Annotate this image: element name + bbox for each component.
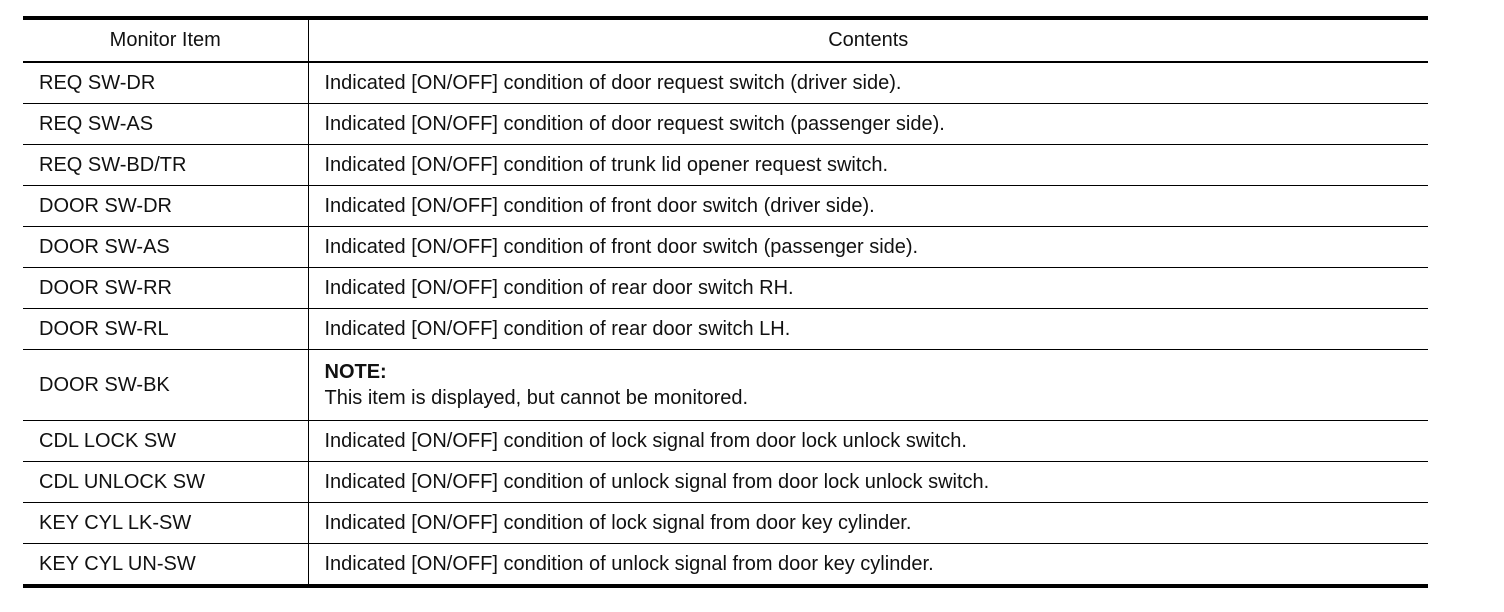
table-row: [23, 462, 1428, 503]
note-text: This item is displayed, but cannot be monitored.: [324, 387, 749, 409]
contents-cell: Indicated [ON/OFF] condition of trunk lid opener request switch.: [308, 145, 1428, 186]
contents-cell: Indicated [ON/OFF] condition of rear door switch RH.: [308, 268, 1428, 309]
monitor-item-cell: REQ SW-BD/TR: [23, 145, 308, 186]
monitor-item-cell: DOOR SW-RR: [23, 268, 308, 309]
contents-cell: Indicated [ON/OFF] condition of lock signal from door lock unlock switch.: [308, 421, 1428, 462]
note-label: NOTE:: [324, 361, 387, 383]
table-row: [23, 268, 1428, 309]
table-row: [23, 421, 1428, 462]
contents-cell: Indicated [ON/OFF] condition of unlock signal from door lock unlock switch.: [308, 462, 1428, 503]
header-contents: Contents: [308, 18, 1428, 62]
table-row: [23, 309, 1428, 350]
contents-cell: Indicated [ON/OFF] condition of door request switch (passenger side).: [308, 104, 1428, 145]
table-row: [23, 544, 1428, 587]
monitor-item-cell: DOOR SW-AS: [23, 227, 308, 268]
monitor-item-cell: KEY CYL UN-SW: [23, 544, 308, 587]
monitor-item-cell: DOOR SW-RL: [23, 309, 308, 350]
monitor-item-cell: CDL LOCK SW: [23, 421, 308, 462]
contents-cell-note: [308, 350, 1428, 421]
monitor-item-cell: REQ SW-DR: [23, 62, 308, 104]
monitor-item-table: [23, 16, 1428, 588]
monitor-item-cell: DOOR SW-DR: [23, 186, 308, 227]
table-row: [23, 503, 1428, 544]
table-row: [23, 62, 1428, 104]
table-row: [23, 227, 1428, 268]
header-monitor-item: Monitor Item: [23, 18, 308, 62]
contents-cell: Indicated [ON/OFF] condition of door request switch (driver side).: [308, 62, 1428, 104]
table-row: [23, 350, 1428, 421]
table-row: [23, 145, 1428, 186]
contents-cell: Indicated [ON/OFF] condition of front door switch (passenger side).: [308, 227, 1428, 268]
contents-cell: Indicated [ON/OFF] condition of unlock signal from door key cylinder.: [308, 544, 1428, 587]
monitor-item-cell: DOOR SW-BK: [23, 350, 308, 421]
monitor-item-cell: KEY CYL LK-SW: [23, 503, 308, 544]
monitor-item-cell: REQ SW-AS: [23, 104, 308, 145]
table-header-row: [23, 18, 1428, 62]
contents-cell: Indicated [ON/OFF] condition of rear door switch LH.: [308, 309, 1428, 350]
table-row: [23, 104, 1428, 145]
monitor-item-cell: CDL UNLOCK SW: [23, 462, 308, 503]
contents-cell: Indicated [ON/OFF] condition of front door switch (driver side).: [308, 186, 1428, 227]
table-row: [23, 186, 1428, 227]
contents-cell: Indicated [ON/OFF] condition of lock signal from door key cylinder.: [308, 503, 1428, 544]
